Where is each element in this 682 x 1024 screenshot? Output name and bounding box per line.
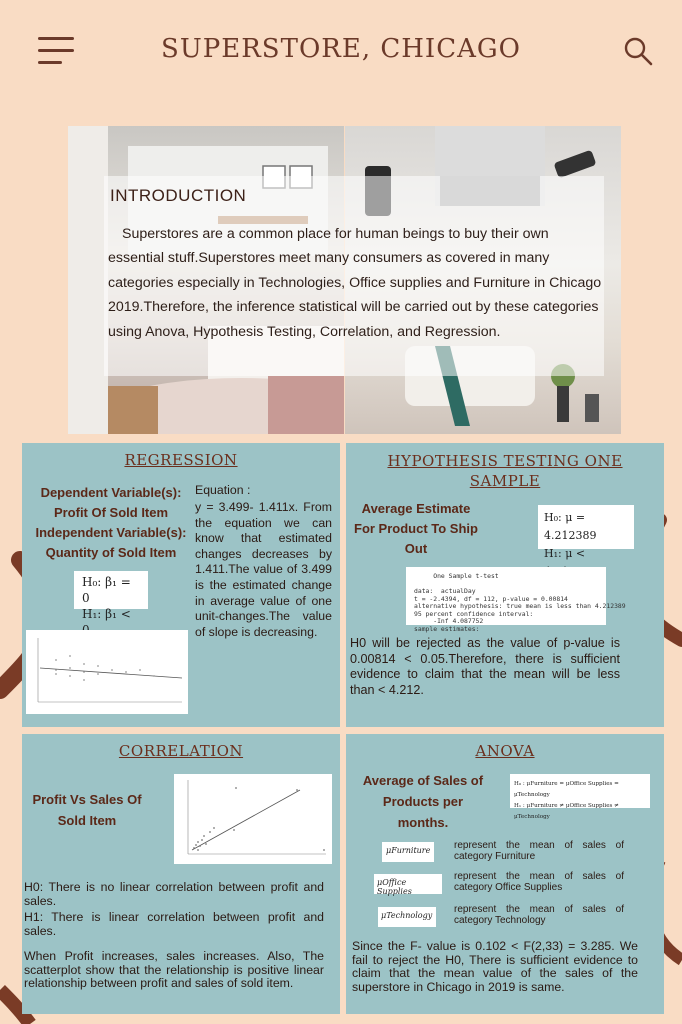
hypothesis-h1: H₁: μ < bbox=[544, 547, 586, 560]
hypothesis-box bbox=[538, 505, 634, 560]
top-bar bbox=[0, 0, 682, 100]
independent-value: Quantity of Sold Item bbox=[45, 545, 177, 560]
regression-panel bbox=[22, 443, 340, 727]
dependent-value: Profit Of Sold Item bbox=[53, 505, 169, 520]
regression-hypothesis-box bbox=[74, 571, 148, 637]
correlation-h0: H0: There is no linear correlation between profit and sales. bbox=[24, 880, 324, 908]
anova-label: Average of Sales of Products per months. bbox=[362, 773, 484, 830]
regression-variables bbox=[26, 483, 196, 563]
correlation-title: CORRELATION bbox=[118, 742, 244, 760]
anova-title: ANOVA bbox=[475, 742, 535, 760]
hypothesis-title-line2: SAMPLE bbox=[469, 472, 541, 490]
correlation-label: Profit Vs Sales Of Sold Item bbox=[32, 792, 142, 828]
regression-h1: H₁: β₁ < 0 bbox=[82, 607, 131, 637]
intro-title: INTRODUCTION bbox=[110, 186, 247, 205]
anova-panel bbox=[346, 734, 664, 1014]
anova-technology-symbol: μTechnology bbox=[378, 907, 436, 927]
correlation-panel bbox=[22, 734, 340, 1014]
intro-text: Superstores are a common place for human beings to buy their own essential stuff.Superstores meet many consumers as covered in many categories especially in Technologies, Office supplies and Furniture in Chicago 2019.Therefore, the inference statistical will be carried out by these categories using Anova, Hypothesis Testing, Correlation, and Regression. bbox=[108, 226, 602, 340]
site-title: SUPERSTORE, CHICAGO bbox=[161, 34, 521, 64]
regression-h0: H₀: β₁ = 0 bbox=[82, 575, 131, 605]
anova-furniture-symbol: μFurniture bbox=[382, 842, 434, 862]
correlation-plot bbox=[174, 774, 332, 864]
anova-h1: H₁ : μFurniture ≠ μOffice Supplies ≠ μTechnology bbox=[514, 803, 619, 820]
search-icon[interactable] bbox=[623, 36, 653, 66]
regression-plot bbox=[26, 630, 188, 714]
anova-technology-desc: represent the mean of sales of category Technology bbox=[454, 904, 624, 926]
intro-hero bbox=[68, 126, 621, 434]
correlation-explanation: When Profit increases, sales increases. Also, The scatterplot show that the relationship is positive linear relationship between profit and sales of sold item. bbox=[24, 949, 324, 991]
regression-title: REGRESSION bbox=[124, 451, 238, 469]
hypothesis-title bbox=[346, 451, 664, 491]
hypothesis-title-line1: HYPOTHESIS TESTING ONE bbox=[387, 452, 623, 470]
ttest-output: One Sample t-test data: actualDay t = -2.4394, df = 112, p-value = 0.00814 alternative hypothesis: true mean is less than 4.212389 95 percent confidence interval: -Inf 4.087752 sample estimates: bbox=[406, 567, 606, 625]
anova-conclusion: Since the F- value is 0.102 < F(2,33) = 3.285. We fail to reject the H0, There is sufficient evidence to claim that the mean value of the sales of the superstore in Chicago in 2019 is same. bbox=[352, 939, 638, 994]
independent-label: Independent Variable(s): bbox=[35, 525, 187, 540]
anova-office-symbol: μOffice Supplies bbox=[374, 874, 442, 894]
regression-equation-label: Equation : bbox=[195, 483, 251, 497]
hypothesis-conclusion: H0 will be rejected as the value of p-value is 0.00814 < 0.05.Therefore, there is sufficient evidence to claim that the mean will be less than < 4.212. bbox=[350, 636, 620, 697]
hypothesis-panel bbox=[346, 443, 664, 727]
anova-hypothesis-box bbox=[510, 774, 650, 820]
hypothesis-h0: H₀: μ = 4.212389 bbox=[544, 511, 597, 542]
regression-explanation: y = 3.499- 1.411x. From the equation we can know that estimated changes decreases by 1.411.The value of 3.499 is the estimated change in average value of one unit-changes.The value of slope is decreasing. bbox=[195, 500, 332, 639]
anova-furniture-desc: represent the mean of sales of category Furniture bbox=[454, 840, 624, 862]
anova-h0: H₀ : μFurniture = μOffice Supplies = μTechnology bbox=[514, 781, 619, 798]
correlation-h1: H1: There is linear correlation between profit and sales. bbox=[24, 910, 324, 938]
dependent-label: Dependent Variable(s): bbox=[40, 485, 182, 500]
anova-office-desc: represent the mean of sales of category Office Supplies bbox=[454, 871, 624, 893]
hypothesis-label: Average Estimate For Product To Ship Out bbox=[354, 501, 478, 556]
